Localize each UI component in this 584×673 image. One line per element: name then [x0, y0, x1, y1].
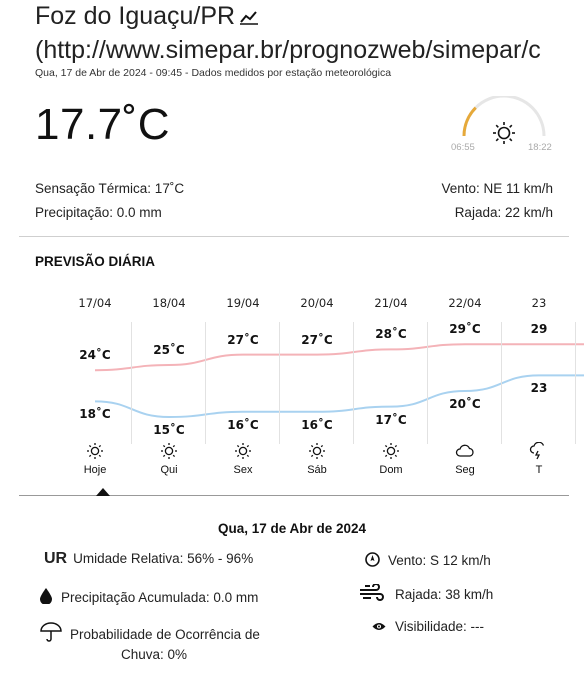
humidity-row [44, 550, 253, 568]
visibility-row [372, 619, 484, 635]
forecast-day-name: T [535, 464, 543, 476]
gust: Rajada: 22 km/h [454, 205, 553, 220]
max-temp-label: 29˚C [449, 322, 481, 337]
min-temp-label: 23 [530, 381, 548, 396]
forecast-day[interactable] [354, 290, 428, 495]
max-temp-label: 25˚C [153, 343, 185, 357]
min-temp-label: 20˚C [449, 397, 481, 411]
precipitation: Precipitação: 0.0 mm [35, 205, 162, 220]
forecast-day-name: Dom [379, 464, 403, 476]
forecast-day-name: Qui [160, 464, 178, 476]
forecast-day-name: Sex [233, 464, 253, 476]
sun-track [464, 96, 544, 136]
sun-icon [493, 122, 515, 144]
current-temperature: 17.7˚C [35, 100, 171, 149]
max-temp-label: 27˚C [227, 332, 259, 347]
selected-day-caret [96, 488, 110, 496]
gust-detail: Rajada: 38 km/h [395, 587, 494, 602]
wind-detail-row [365, 552, 491, 570]
umbrella-icon [40, 622, 62, 645]
forecast-day-name: Sáb [307, 464, 327, 476]
storm-icon [529, 442, 549, 460]
measurement-meta: Qua, 17 de Abr de 2024 - 09:45 - Dados medidos por estação meteorológica [35, 67, 392, 79]
min-temp-label: 16˚C [301, 417, 333, 432]
wind-detail: Vento: S 12 km/h [388, 553, 491, 568]
forecast-date: 18/04 [152, 296, 186, 310]
precip-acc: Precipitação Acumulada: 0.0 mm [61, 590, 259, 605]
forecast-date: 17/04 [78, 296, 112, 310]
sun-icon [85, 442, 105, 460]
sunset-time: 18:22 [528, 142, 552, 153]
city-title [35, 2, 259, 32]
sun-icon [233, 442, 253, 460]
forecast-day[interactable] [206, 290, 280, 495]
wind: Vento: NE 11 km/h [441, 181, 553, 196]
sun-gauge [451, 96, 552, 154]
forecast-day[interactable] [132, 290, 206, 495]
ur-label: UR [44, 550, 68, 567]
rain-prob-row [40, 622, 260, 645]
section-title: PREVISÃO DIÁRIA [35, 254, 156, 269]
max-temp-label: 27˚C [301, 332, 333, 347]
humidity: Umidade Relativa: 56% - 96% [73, 551, 254, 566]
sunrise-time: 06:55 [451, 142, 475, 153]
sun-progress [464, 108, 476, 136]
forecast-day-name: Seg [455, 464, 475, 476]
rain-prob-line1: Probabilidade de Ocorrência de [70, 627, 260, 642]
max-temp-label: 29 [530, 322, 548, 337]
city-name: Foz do Iguaçu/PR [35, 2, 236, 30]
forecast-day[interactable] [428, 290, 502, 495]
forecast-day[interactable] [502, 290, 576, 495]
forecast-date: 22/04 [448, 296, 482, 310]
feels-like: Sensação Térmica: 17˚C [35, 181, 185, 196]
rain-prob-line2: Chuva: 0% [121, 647, 188, 662]
min-temp-label: 16˚C [227, 417, 259, 432]
raindrop-icon [40, 588, 52, 607]
eye-icon [372, 620, 386, 635]
precip-acc-row [40, 588, 258, 607]
sun-icon [159, 442, 179, 460]
gust-detail-row [359, 584, 493, 605]
forecast-day[interactable] [280, 290, 354, 495]
forecast-day[interactable] [58, 290, 132, 495]
divider [19, 236, 569, 237]
source-url[interactable]: (http://www.simepar.br/prognozweb/simepar/c [35, 36, 541, 64]
sun-icon [381, 442, 401, 460]
min-temp-label: 17˚C [375, 412, 407, 427]
trend-chart-icon[interactable] [239, 3, 259, 32]
daily-forecast [58, 290, 584, 495]
forecast-day-name: Hoje [83, 464, 107, 476]
sun-icon [307, 442, 327, 460]
forecast-date: 20/04 [300, 296, 334, 310]
max-temp-label: 28˚C [375, 327, 407, 342]
max-temp-label: 24˚C [79, 348, 111, 363]
cloud-icon [455, 442, 475, 460]
min-temp-label: 15˚C [153, 423, 185, 437]
forecast-date: 23 [531, 296, 547, 310]
forecast-date: 19/04 [226, 296, 260, 310]
compass-icon [365, 552, 380, 570]
min-temp-label: 18˚C [79, 407, 111, 422]
visibility: Visibilidade: --- [395, 619, 485, 634]
forecast-date: 21/04 [374, 296, 408, 310]
wind-gust-icon [359, 584, 385, 605]
selected-date: Qua, 17 de Abr de 2024 [217, 521, 367, 536]
